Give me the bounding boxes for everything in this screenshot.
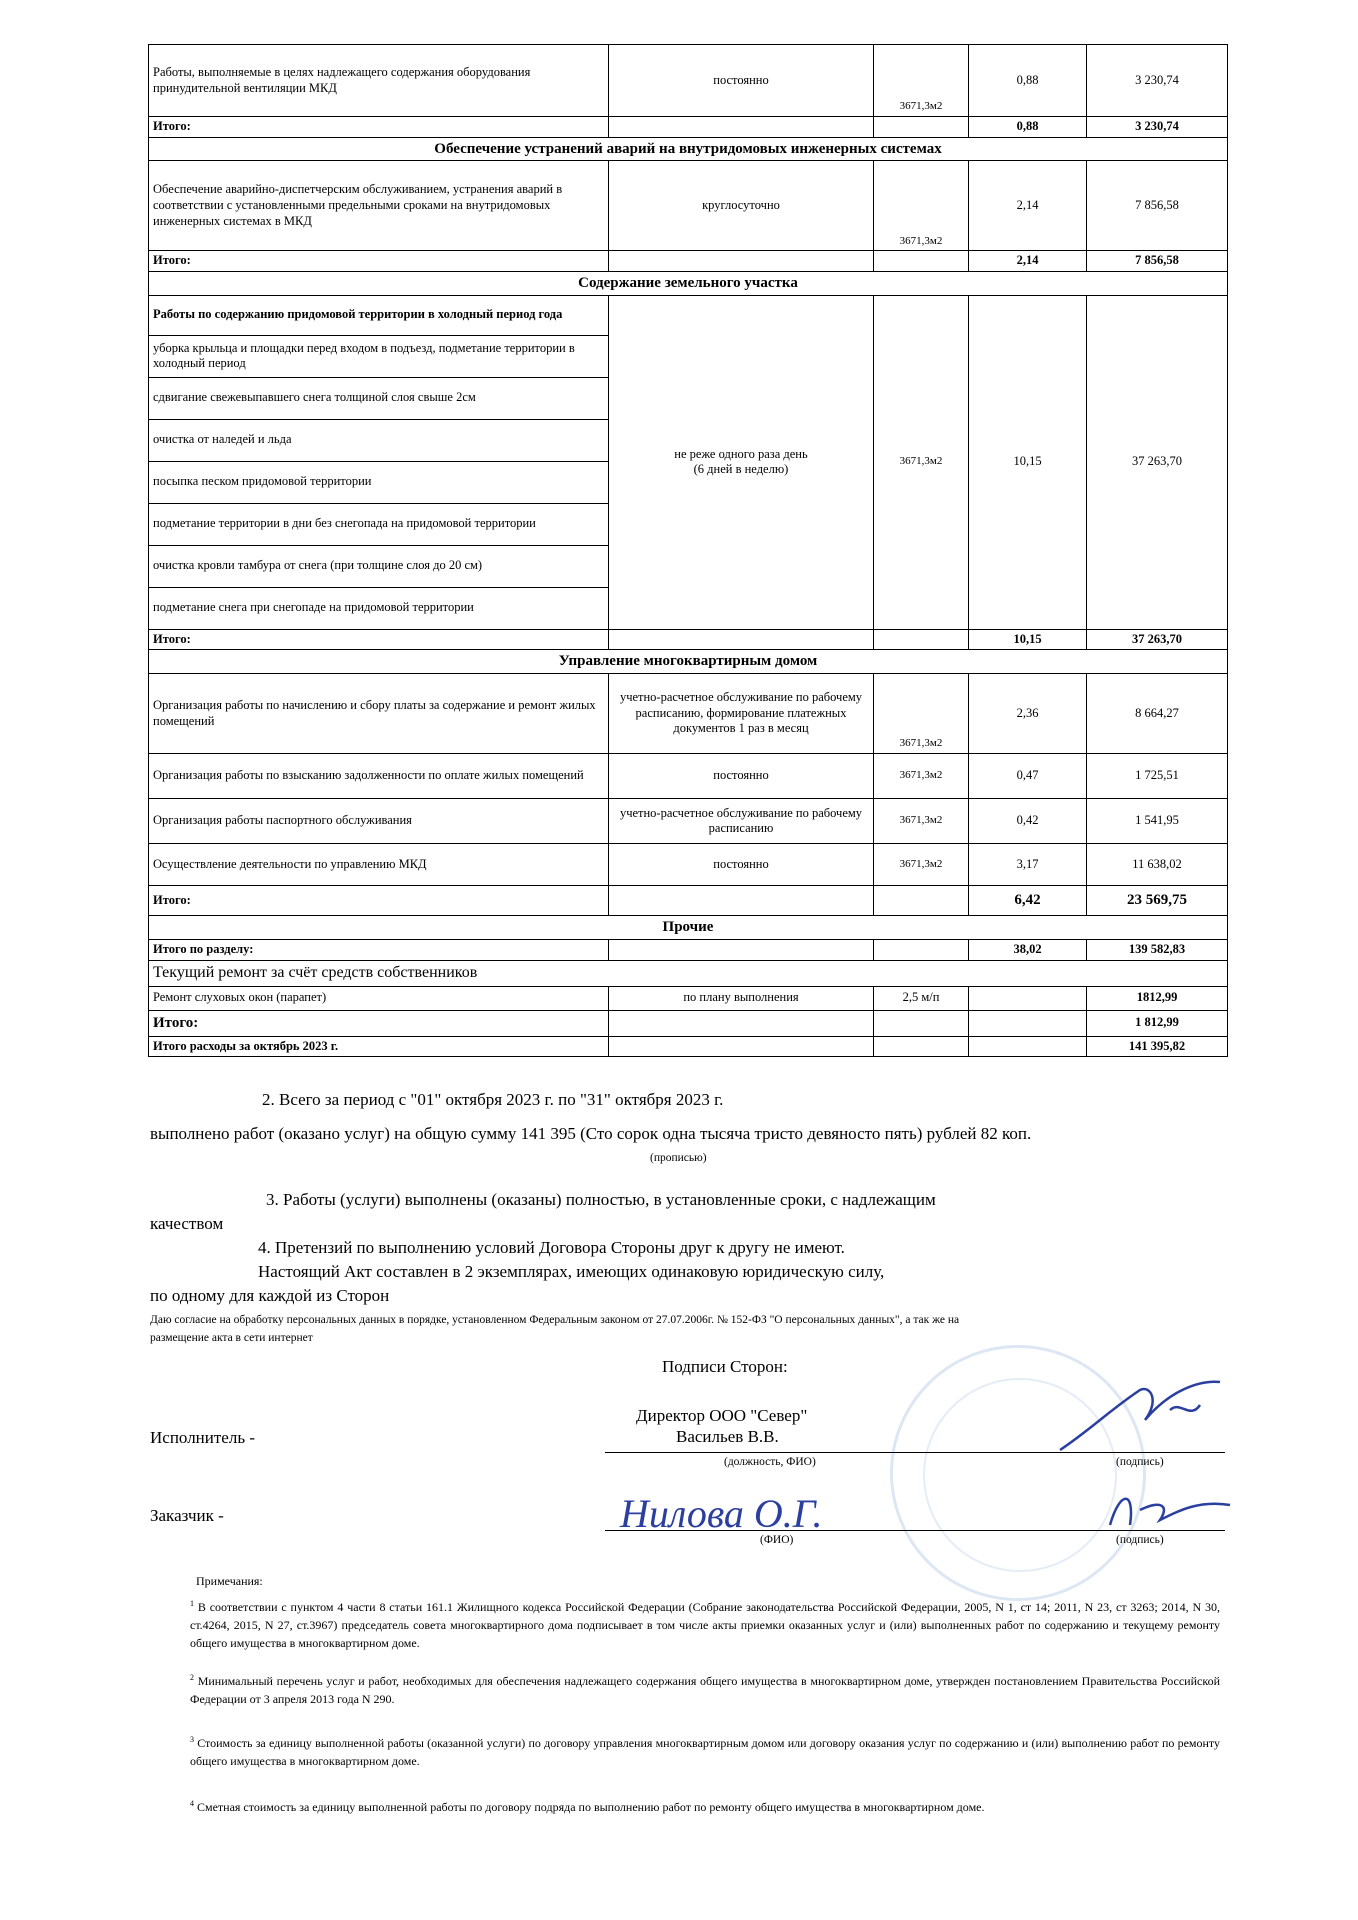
customer-caption: (ФИО) — [760, 1534, 794, 1546]
paragraph-2: 2. Всего за период с "01" октября 2023 г. по "31" октября 2023 г. — [262, 1090, 724, 1109]
item-name: Организация работы по начислению и сбору платы за содержание и ремонт жилых помещений — [149, 674, 609, 754]
item-area: 3671,3м2 — [874, 161, 969, 251]
land-area: 3671,3м2 — [874, 295, 969, 629]
repair-area: 2,5 м/п — [874, 986, 969, 1010]
total-rate: 0,88 — [969, 117, 1087, 138]
section-title: Содержание земельного участка — [149, 272, 1228, 296]
paragraph-3-cont: качеством — [150, 1214, 224, 1233]
item-area: 3671,3м2 — [874, 674, 969, 754]
section-row — [149, 137, 1228, 161]
item-rate: 0,47 — [969, 754, 1087, 799]
executor-position: Директор ООО "Север" — [636, 1406, 808, 1425]
executor-label: Исполнитель - — [150, 1428, 255, 1447]
table-row-total — [149, 251, 1228, 272]
notes-title: Примечания: — [196, 1574, 263, 1588]
land-item: подметание территории в дни без снегопада на придомовой территории — [149, 503, 609, 545]
section-title: Обеспечение устранений аварий на внутридомовых инженерных системах — [149, 137, 1228, 161]
executor-signature-icon — [1050, 1370, 1230, 1460]
consent-line-1: Даю согласие на обработку персональных данных в порядке, установленном Федеральным законом от 27.07.2006г. № 152-ФЗ "О персональных данных", а так же на — [150, 1314, 960, 1326]
table-row — [149, 754, 1228, 799]
item-sum: 1 725,51 — [1087, 754, 1228, 799]
land-header: Работы по содержанию придомовой территории в холодный период года — [149, 295, 609, 335]
signatures-title: Подписи Сторон: — [662, 1357, 788, 1376]
item-area: 3671,3м2 — [874, 844, 969, 886]
repair-period: по плану выполнения — [609, 986, 874, 1010]
repair-item: Ремонт слуховых окон (парапет) — [149, 986, 609, 1010]
table-row — [149, 161, 1228, 251]
land-item: сдвигание свежевыпавшего снега толщиной слоя свыше 2см — [149, 377, 609, 419]
consent-line-2: размещение акта в сети интернет — [150, 1332, 313, 1344]
section-total-label: Итого по разделу: — [149, 939, 609, 960]
paragraph-5-cont: по одному для каждой из Сторон — [150, 1286, 390, 1305]
services-table — [148, 44, 1228, 1057]
note-1: $^1$ В соответствии с пунктом 4 части 8 статьи 161.1 Жилищного кодекса Российской Федерации (Собрание законодательства Российской Федерации, 2005, N 1, ст 14; 2011, N 23, ст 3263; 2014, N 30, ст.4264, 2015, N 27, ст.3967) председатель совета многоквартирного дома подписывает в том числе акты приемки оказанных услуг и (или) выполненных работ по содержанию и текущему ремонту общего имущества в многоквартирном доме. — [190, 1599, 1220, 1650]
grand-total-row — [149, 1036, 1228, 1057]
note-2: $^2$ Минимальный перечень услуг и работ, необходимых для обеспечения надлежащего содержания общего имущества в многоквартирном доме, утвержден постановлением Правительства Российской Федерации от 3 апреля 2013 года N 290. — [190, 1673, 1220, 1706]
total-label: Итого: — [149, 629, 609, 650]
repair-header: Текущий ремонт за счёт средств собственников — [149, 960, 1228, 986]
customer-handwritten-name: Нилова О.Г. — [620, 1491, 823, 1536]
customer-label: Заказчик - — [150, 1506, 224, 1525]
item-sum: 7 856,58 — [1087, 161, 1228, 251]
section-title: Управление многоквартирным домом — [149, 650, 1228, 674]
item-name: Осуществление деятельности по управлению МКД — [149, 844, 609, 886]
item-sum: 11 638,02 — [1087, 844, 1228, 886]
item-period: учетно-расчетное обслуживание по рабочему расписанию, формирование платежных документов 1 раз в месяц — [609, 674, 874, 754]
item-area: 3671,3м2 — [874, 799, 969, 844]
item-period: постоянно — [609, 45, 874, 117]
item-period: постоянно — [609, 754, 874, 799]
executor-sign-caption: (подпись) — [1116, 1456, 1164, 1468]
section-total-rate: 38,02 — [969, 939, 1087, 960]
land-rate: 10,15 — [969, 295, 1087, 629]
table-row — [149, 45, 1228, 117]
table-row-total — [149, 939, 1228, 960]
section-total-sum: 139 582,83 — [1087, 939, 1228, 960]
land-period — [609, 295, 874, 629]
paragraph-4: 4. Претензий по выполнению условий Договора Стороны друг к другу не имеют. — [258, 1238, 845, 1257]
item-period: круглосуточно — [609, 161, 874, 251]
item-sum: 1 541,95 — [1087, 799, 1228, 844]
land-item: очистка кровли тамбура от снега (при толщине слоя до 20 см) — [149, 545, 609, 587]
total-rate: 2,14 — [969, 251, 1087, 272]
item-rate: 3,17 — [969, 844, 1087, 886]
item-rate: 2,36 — [969, 674, 1087, 754]
table-row — [149, 986, 1228, 1010]
item-area: 3671,3м2 — [874, 754, 969, 799]
total-label: Итого: — [149, 886, 609, 916]
land-sum: 37 263,70 — [1087, 295, 1228, 629]
table-row — [149, 799, 1228, 844]
item-name: Организация работы паспортного обслуживания — [149, 799, 609, 844]
grand-total-sum: 141 395,82 — [1087, 1036, 1228, 1057]
section-row — [149, 916, 1228, 940]
land-item: уборка крыльца и площадки перед входом в подъезд, подметание территории в холодный период — [149, 335, 609, 377]
land-period-line2: (6 дней в неделю) — [693, 462, 789, 477]
item-name: Работы, выполняемые в целях надлежащего содержания оборудования принудительной вентиляции МКД — [149, 45, 609, 117]
repair-sum: 1812,99 — [1087, 986, 1228, 1010]
table-row-total — [149, 117, 1228, 138]
customer-signature-icon — [1100, 1480, 1240, 1540]
total-sum: 23 569,75 — [1087, 886, 1228, 916]
section-row — [149, 272, 1228, 296]
total-label: Итого: — [149, 251, 609, 272]
grand-total-label: Итого расходы за октябрь 2023 г. — [149, 1036, 609, 1057]
propis-caption: (прописью) — [650, 1152, 707, 1164]
total-sum: 3 230,74 — [1087, 117, 1228, 138]
total-sum: 7 856,58 — [1087, 251, 1228, 272]
repair-header-row — [149, 960, 1228, 986]
item-sum: 8 664,27 — [1087, 674, 1228, 754]
paragraph-5: Настоящий Акт составлен в 2 экземплярах, имеющих одинаковую юридическую силу, — [258, 1262, 885, 1281]
note-4: $^4$ Сметная стоимость за единицу выполненной работы по договору подряда по выполнению работ по ремонту общего имущества в многоквартирном доме. — [190, 1799, 985, 1814]
item-period: учетно-расчетное обслуживание по рабочему расписанию — [609, 799, 874, 844]
total-label: Итого: — [149, 117, 609, 138]
land-item: очистка от наледей и льда — [149, 419, 609, 461]
section-row — [149, 650, 1228, 674]
paragraph-2-sum: выполнено работ (оказано услуг) на общую сумму 141 395 (Сто сорок одна тысяча тристо девяносто пять) рублей 82 коп. — [150, 1124, 1032, 1143]
item-period: постоянно — [609, 844, 874, 886]
land-period-line1: не реже одного раза день — [674, 446, 808, 461]
executor-name: Васильев В.В. — [676, 1427, 779, 1446]
customer-sign-caption: (подпись) — [1116, 1534, 1164, 1546]
table-row — [149, 844, 1228, 886]
item-rate: 0,88 — [969, 45, 1087, 117]
table-row-total — [149, 886, 1228, 916]
item-name: Обеспечение аварийно-диспетчерским обслуживанием, устранения аварий в соответствии с установленными предельными сроками на внутридомовых инженерных системах в МКД — [149, 161, 609, 251]
table-row — [149, 295, 1228, 335]
item-rate: 2,14 — [969, 161, 1087, 251]
executor-caption: (должность, ФИО) — [724, 1456, 816, 1468]
table-row-total — [149, 1010, 1228, 1036]
land-item: посыпка песком придомовой территории — [149, 461, 609, 503]
total-rate: 10,15 — [969, 629, 1087, 650]
note-3: $^3$ Стоимость за единицу выполненной работы (оказанной услуги) по договору управления многоквартирным домом или договору оказания услуг по содержанию и (или) выполнению работ по ремонту общего имущества в многоквартирном доме. — [190, 1735, 1220, 1768]
item-sum: 3 230,74 — [1087, 45, 1228, 117]
item-rate: 0,42 — [969, 799, 1087, 844]
total-rate: 6,42 — [969, 886, 1087, 916]
total-sum: 37 263,70 — [1087, 629, 1228, 650]
item-area: 3671,3м2 — [874, 45, 969, 117]
total-sum: 1 812,99 — [1087, 1010, 1228, 1036]
item-name: Организация работы по взысканию задолженности по оплате жилых помещений — [149, 754, 609, 799]
section-title: Прочие — [149, 916, 1228, 940]
paragraph-3: 3. Работы (услуги) выполнены (оказаны) полностью, в установленные сроки, с надлежащим — [266, 1190, 936, 1209]
total-label: Итого: — [149, 1010, 609, 1036]
table-row-total — [149, 629, 1228, 650]
table-row — [149, 674, 1228, 754]
land-item: подметание снега при снегопаде на придомовой территории — [149, 587, 609, 629]
